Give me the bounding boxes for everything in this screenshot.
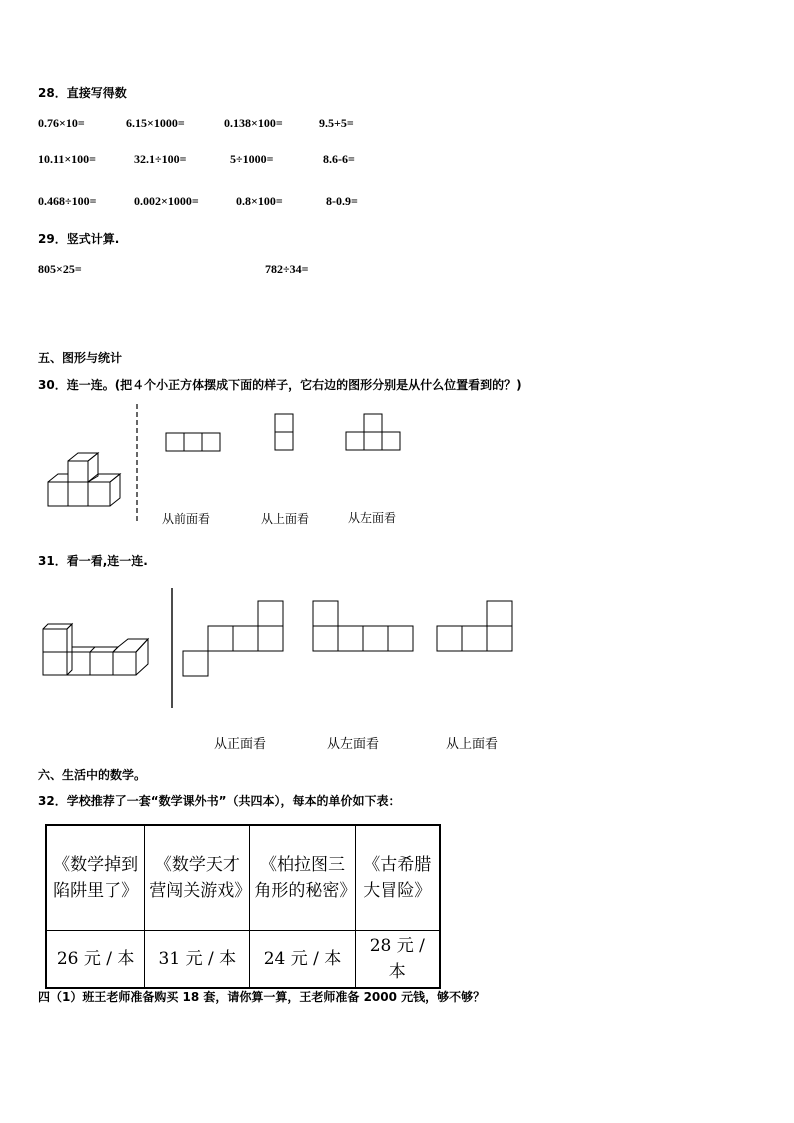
q31-title: 31．看一看,连一连. bbox=[38, 554, 148, 568]
q28-r1-c4: 9.5+5= bbox=[319, 116, 354, 130]
q32-title: 32．学校推荐了一套“数学课外书”（共四本），每本的单价如下表： bbox=[38, 794, 401, 808]
section-5-title: 五、图形与统计 bbox=[38, 351, 123, 365]
q31-cube-stack bbox=[40, 620, 155, 678]
q28-r1-c1: 0.76×10= bbox=[38, 116, 85, 130]
q29-item-1: 805×25= bbox=[38, 262, 82, 276]
q32-question: 四（1）班王老师准备购买 18 套，请你算一算，王老师准备 2000 元钱，够不够？ bbox=[38, 990, 486, 1004]
q30-label-top: 从上面看 bbox=[261, 512, 310, 526]
q28-r2-c4: 8.6-6= bbox=[323, 152, 355, 166]
q31-label-left: 从左面看 bbox=[327, 737, 380, 752]
q29-title: 29．竖式计算. bbox=[38, 232, 120, 246]
q31-label-top: 从上面看 bbox=[446, 737, 499, 752]
q28-r2-c3: 5÷1000= bbox=[230, 152, 274, 166]
q28-r3-c1: 0.468÷100= bbox=[38, 194, 97, 208]
table-row bbox=[46, 825, 440, 931]
q29-item-2: 782÷34= bbox=[265, 262, 309, 276]
q30-title: 30．连一连。(把４个小正方体摆成下面的样子，它右边的图形分别是从什么位置看到的？) bbox=[38, 378, 522, 392]
q31-label-front: 从正面看 bbox=[214, 737, 267, 752]
q30-view-a bbox=[165, 432, 223, 454]
q31-view-b bbox=[312, 600, 415, 653]
q30-label-left: 从左面看 bbox=[348, 511, 397, 525]
book-name-2: 《数学天才营闯关游戏》 bbox=[145, 825, 250, 931]
q31-view-a bbox=[183, 600, 285, 678]
q28-title: 28．直接写得数 bbox=[38, 86, 127, 100]
q28-r2-c2: 32.1÷100= bbox=[134, 152, 187, 166]
q28-r1-c2: 6.15×1000= bbox=[126, 116, 185, 130]
book-price-1: 26 元 / 本 bbox=[46, 931, 145, 989]
book-price-2: 31 元 / 本 bbox=[145, 931, 250, 989]
book-price-4: 28 元 / 本 bbox=[355, 931, 440, 989]
table-row bbox=[46, 931, 440, 989]
book-name-4: 《古希腊大冒险》 bbox=[355, 825, 440, 931]
q30-cube-stack bbox=[40, 450, 130, 512]
q28-r2-c1: 10.11×100= bbox=[38, 152, 97, 166]
book-name-1: 《数学掉到陷阱里了》 bbox=[46, 825, 145, 931]
book-price-table bbox=[45, 824, 441, 989]
q28-r3-c2: 0.002×1000= bbox=[134, 194, 199, 208]
q28-r3-c4: 8-0.9= bbox=[326, 194, 358, 208]
book-name-3: 《柏拉图三角形的秘密》 bbox=[250, 825, 355, 931]
q30-view-c bbox=[345, 413, 403, 453]
q28-r3-c3: 0.8×100= bbox=[236, 194, 283, 208]
book-price-3: 24 元 / 本 bbox=[250, 931, 355, 989]
section-6-title: 六、生活中的数学。 bbox=[38, 768, 147, 782]
q28-r1-c3: 0.138×100= bbox=[224, 116, 283, 130]
q31-view-c bbox=[436, 600, 514, 653]
q30-label-front: 从前面看 bbox=[162, 512, 211, 526]
q30-view-b bbox=[274, 413, 296, 453]
q31-divider bbox=[170, 588, 174, 708]
q30-divider bbox=[134, 404, 140, 522]
